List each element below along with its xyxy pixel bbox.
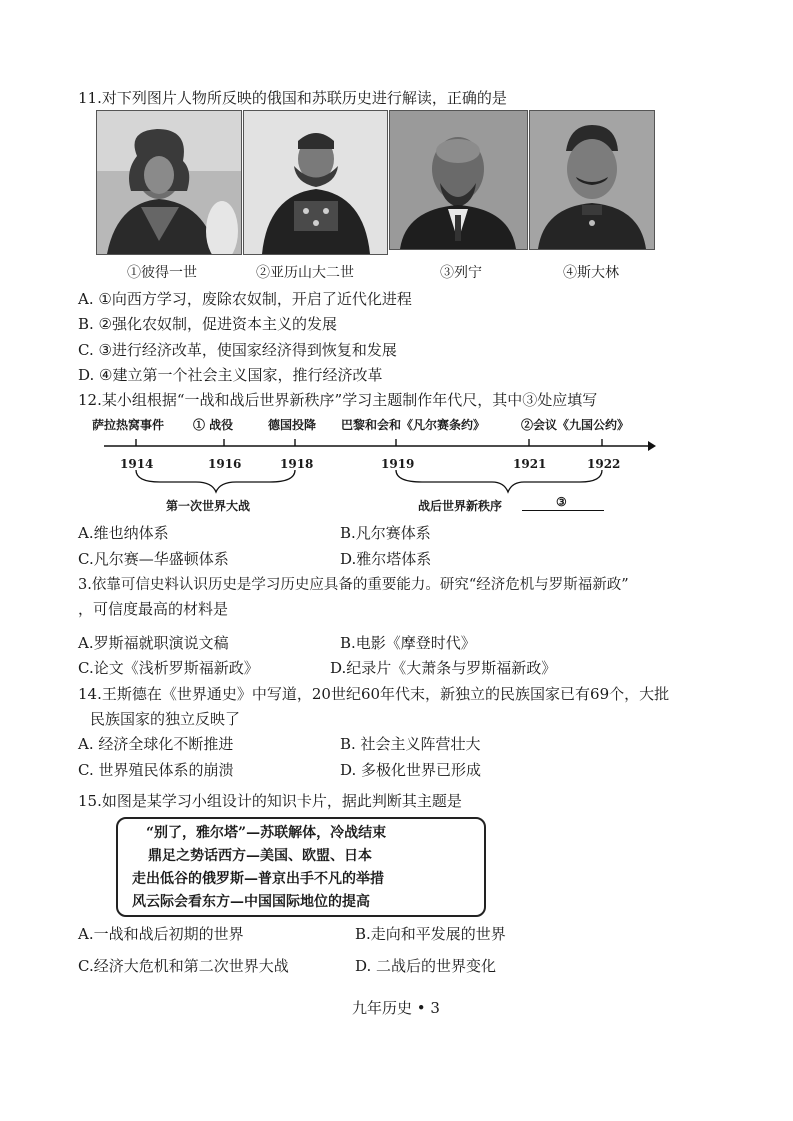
timeline-year-1919: 1919 — [381, 457, 415, 471]
q13-option-a: A.罗斯福就职演说文稿 — [78, 634, 229, 652]
q14-option-c: C. 世界殖民体系的崩溃 — [78, 761, 234, 779]
q12-option-d: D.雅尔塔体系 — [340, 550, 432, 568]
bracket-label-postwar-order: 战后世界新秩序 — [418, 499, 503, 513]
timeline-year-1921: 1921 — [513, 457, 547, 471]
timeline-year-1914: 1914 — [120, 457, 154, 471]
caption-stalin: ④斯大林 — [563, 265, 619, 281]
q14-stem-line2: 民族国家的独立反映了 — [90, 710, 241, 728]
q12-option-a: A.维也纳体系 — [78, 524, 169, 542]
timeline-event-washington-conference: ②会议《九国公约》 — [521, 418, 630, 432]
q15-option-a: A.一战和战后初期的世界 — [78, 925, 244, 943]
q11-option-a: A. ①向西方学习，废除农奴制，开启了近代化进程 — [78, 290, 412, 308]
q15-stem: 15.如图是某学习小组设计的知识卡片，据此判断其主题是 — [78, 792, 462, 810]
caption-lenin: ③列宁 — [440, 265, 482, 281]
q14-option-d: D. 多极化世界已形成 — [340, 761, 482, 779]
knowledge-card — [116, 817, 486, 917]
caption-alexander-ii: ②亚历山大二世 — [256, 265, 354, 281]
q14-stem-line1: 14.王斯德在《世界通史》中写道，20世纪60年代末，新独立的民族国家已有69个，大批 — [78, 685, 670, 703]
q13-stem-line1: 3.依靠可信史料认识历史是学习历史应具备的重要能力。研究“经济危机与罗斯福新政” — [78, 577, 629, 593]
q13-stem-line2: ，可信度最高的材料是 — [78, 600, 229, 618]
timeline-event-germany-surrender: 德国投降 — [268, 418, 317, 432]
q13-option-b: B.电影《摩登时代》 — [340, 634, 476, 652]
bracket-label-world-war-one: 第一次世界大战 — [166, 499, 251, 513]
q13-option-c: C.论文《浅析罗斯福新政》 — [78, 659, 259, 677]
photo-stalin — [529, 110, 655, 250]
q11-stem: 11.对下列图片人物所反映的俄国和苏联历史进行解读，正确的是 — [78, 89, 507, 107]
card-line-1: “别了，雅尔塔”—苏联解体，冷战结束 — [146, 825, 387, 841]
timeline-year-1918: 1918 — [280, 457, 314, 471]
timeline-year-1916: 1916 — [208, 457, 242, 471]
q15-option-b: B.走向和平发展的世界 — [355, 925, 506, 943]
q14-option-b: B. 社会主义阵营壮大 — [340, 735, 481, 753]
q13-option-d: D.纪录片《大萧条与罗斯福新政》 — [330, 659, 557, 677]
q12-stem: 12.某小组根据“一战和战后世界新秩序”学习主题制作年代尺，其中③处应填写 — [78, 391, 598, 409]
q14-option-a: A. 经济全球化不断推进 — [78, 735, 234, 753]
timeline-event-paris-conference: 巴黎和会和《凡尔赛条约》 — [341, 418, 486, 432]
q12-option-b: B.凡尔赛体系 — [340, 524, 431, 542]
timeline-event-battle: ① 战役 — [193, 418, 234, 432]
timeline-year-1922: 1922 — [587, 457, 621, 471]
blank-underline — [522, 510, 604, 511]
card-line-2: 鼎足之势话西方—美国、欧盟、日本 — [148, 848, 372, 864]
card-line-4: 风云际会看东方—中国国际地位的提高 — [132, 894, 370, 910]
q11-option-c: C. ③进行经济改革，使国家经济得到恢复和发展 — [78, 341, 397, 359]
caption-peter-the-great: ①彼得一世 — [127, 265, 197, 281]
card-line-3: 走出低谷的俄罗斯—普京出手不凡的举措 — [132, 871, 384, 887]
q15-option-c: C.经济大危机和第二次世界大战 — [78, 957, 289, 975]
photo-peter-the-great — [96, 110, 242, 255]
photo-lenin — [389, 110, 528, 250]
page-footer: 九年历史 • 3 — [352, 999, 440, 1017]
photo-alexander-ii — [243, 110, 388, 255]
q12-option-c: C.凡尔赛—华盛顿体系 — [78, 550, 229, 568]
timeline-event-sarajevo: 萨拉热窝事件 — [92, 418, 165, 432]
blank-mark: ③ — [556, 495, 567, 509]
q11-option-d: D. ④建立第一个社会主义国家，推行经济改革 — [78, 366, 383, 384]
q15-option-d: D. 二战后的世界变化 — [355, 957, 497, 975]
q11-option-b: B. ②强化农奴制，促进资本主义的发展 — [78, 315, 338, 333]
